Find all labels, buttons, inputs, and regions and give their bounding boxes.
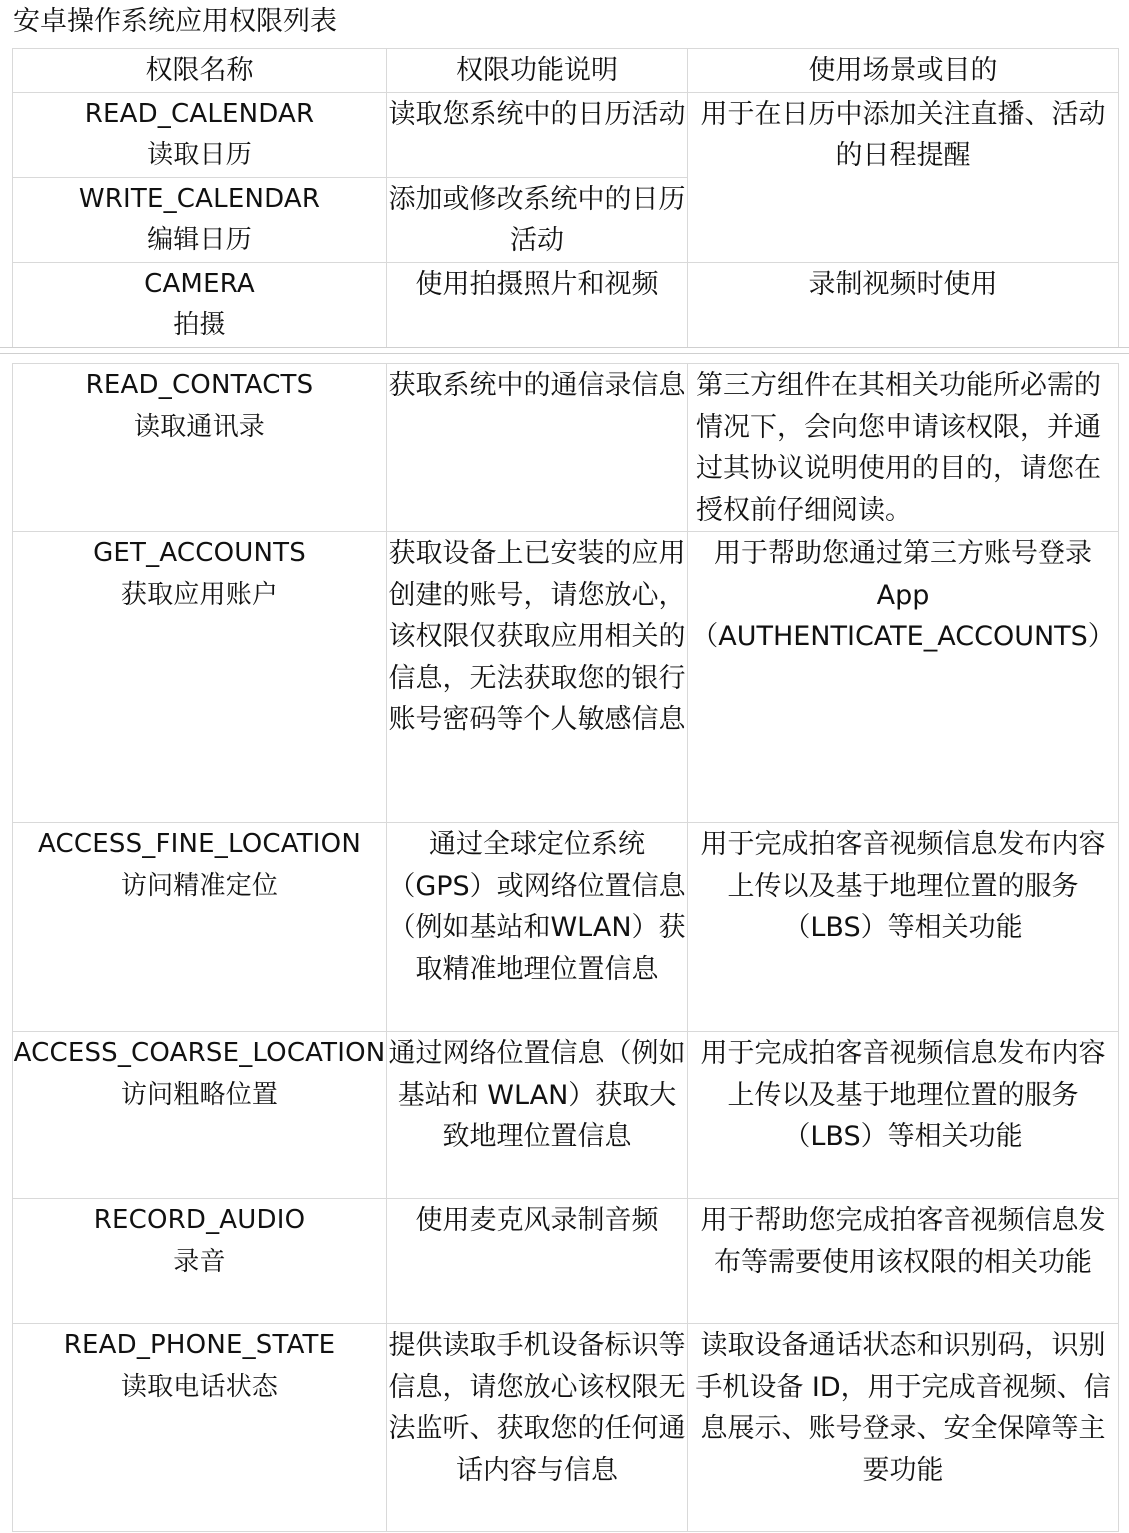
permission-cn-name: 读取通讯录	[133, 411, 265, 442]
usage-purpose: 用于完成拍客音视频信息发布内容上传以及基于地理位置的服务（LBS）等相关功能	[688, 1032, 1119, 1199]
page-break-line	[0, 353, 1129, 354]
usage-purpose: 录制视频时使用	[688, 262, 1119, 347]
permission-code: RECORD_AUDIO	[93, 1205, 306, 1235]
table-header-row	[13, 49, 1119, 93]
permission-code: ACCESS_COARSE_LOCATION	[13, 1038, 386, 1068]
usage-purpose: 用于完成拍客音视频信息发布内容上传以及基于地理位置的服务（LBS）等相关功能	[688, 823, 1119, 1032]
table-row	[13, 364, 1119, 532]
permission-name-cell	[13, 1324, 387, 1532]
document-title: 安卓操作系统应用权限列表	[13, 6, 337, 37]
permission-name-cell	[13, 92, 387, 177]
header-permission-name: 权限名称	[13, 49, 387, 93]
permission-code: WRITE_CALENDAR	[78, 183, 321, 214]
permission-description: 获取系统中的通信录信息	[387, 364, 688, 532]
permission-name-cell	[13, 262, 387, 347]
permission-cn-name: 拍摄	[173, 310, 226, 340]
permission-name-cell	[13, 823, 387, 1032]
permission-description: 添加或修改系统中的日历活动	[387, 177, 688, 262]
usage-purpose: 用于在日历中添加关注直播、活动的日程提醒	[688, 92, 1119, 262]
permission-code: ACCESS_FINE_LOCATION	[38, 829, 361, 859]
header-usage-purpose: 使用场景或目的	[688, 49, 1119, 93]
usage-purpose: 读取设备通话状态和识别码，识别手机设备 ID，用于完成音视频、信息展示、账号登录、安全保障等主要功能	[688, 1324, 1119, 1532]
permission-cn-name: 获取应用账户	[120, 579, 279, 610]
permission-description: 使用麦克风录制音频	[387, 1199, 688, 1324]
permission-code: READ_CONTACTS	[85, 370, 314, 400]
table-row	[13, 1032, 1119, 1199]
table-row	[13, 1199, 1119, 1324]
permission-description: 读取您系统中的日历活动	[387, 92, 688, 177]
permission-description: 使用拍摄照片和视频	[387, 262, 688, 347]
permission-code: READ_CALENDAR	[84, 98, 315, 129]
permission-cn-name: 访问精准定位	[120, 870, 279, 901]
permission-name-cell	[13, 177, 387, 262]
table-row	[13, 823, 1119, 1032]
usage-purpose: 用于帮助您完成拍客音视频信息发布等需要使用该权限的相关功能	[688, 1199, 1119, 1324]
permission-name-cell	[13, 1032, 387, 1199]
permission-description: 通过网络位置信息（例如基站和 WLAN）获取大致地理位置信息	[387, 1032, 688, 1199]
permission-cn-name: 编辑日历	[147, 225, 252, 255]
permission-description: 获取设备上已安装的应用创建的账号，请您放心，该权限仅获取应用相关的信息，无法获取您的银行账号密码等个人敏感信息	[387, 532, 688, 823]
permissions-table-bottom	[12, 363, 1119, 1532]
permission-cn-name: 读取日历	[147, 140, 252, 170]
permission-description: 通过全球定位系统（GPS）或网络位置信息（例如基站和WLAN）获取精准地理位置信息	[387, 823, 688, 1032]
page-break-line	[0, 347, 1129, 348]
header-permission-description: 权限功能说明	[387, 49, 688, 93]
table-row	[13, 92, 1119, 177]
permission-cn-name: 访问粗略位置	[120, 1079, 279, 1110]
table-row	[13, 532, 1119, 823]
table-row	[13, 262, 1119, 347]
permission-code: READ_PHONE_STATE	[63, 1330, 336, 1360]
permission-code: GET_ACCOUNTS	[93, 538, 306, 568]
permission-name-cell	[13, 1199, 387, 1324]
permission-code: CAMERA	[144, 268, 255, 299]
permission-name-cell	[13, 364, 387, 532]
permission-description: 提供读取手机设备标识等信息，请您放心该权限无法监听、获取您的任何通话内容与信息	[387, 1324, 688, 1532]
permissions-table-top	[12, 48, 1119, 348]
usage-purpose: 第三方组件在其相关功能所必需的情况下，会向您申请该权限，并通过其协议说明使用的目的，请您在授权前仔细阅读。	[688, 364, 1119, 532]
permission-name-cell	[13, 532, 387, 823]
table-row	[13, 1324, 1119, 1532]
usage-purpose: 用于帮助您通过第三方账号登录 App（AUTHENTICATE_ACCOUNTS）	[688, 532, 1119, 823]
permission-cn-name: 录音	[173, 1246, 226, 1277]
permission-cn-name: 读取电话状态	[120, 1371, 279, 1402]
